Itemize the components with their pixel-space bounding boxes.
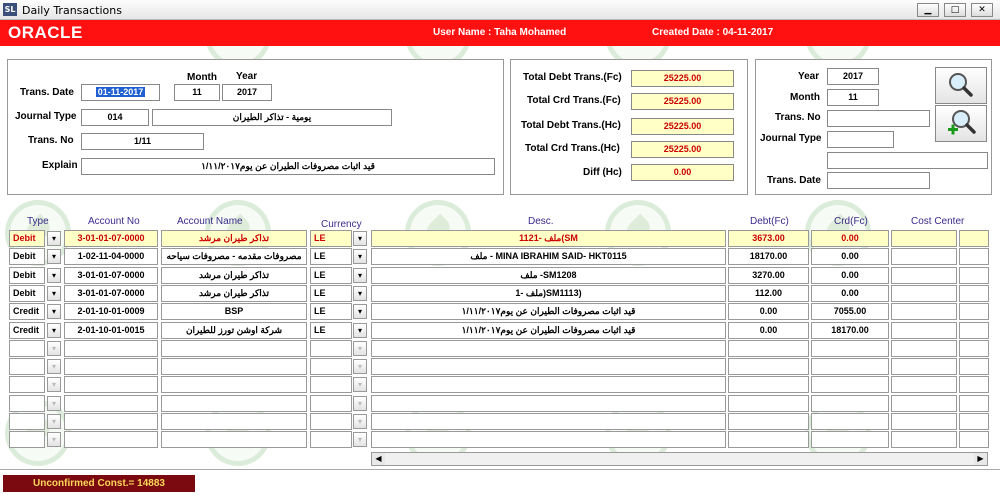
- chevron-down-icon[interactable]: ▾: [47, 304, 61, 319]
- col-header-account-no: Account No: [88, 216, 140, 227]
- year-field[interactable]: 2017: [222, 84, 272, 101]
- total-debt-hc-value: 25225.00: [631, 118, 734, 135]
- chevron-down-icon[interactable]: ▾: [47, 341, 61, 356]
- cell-cost-center[interactable]: [891, 248, 957, 265]
- cell-account-no[interactable]: [64, 358, 158, 375]
- col-header-currency: Currency: [321, 219, 362, 230]
- scroll-right-icon[interactable]: ▶: [974, 453, 987, 465]
- cell-type[interactable]: [9, 376, 45, 393]
- chevron-down-icon[interactable]: ▾: [353, 341, 367, 356]
- cell-cost-center[interactable]: [891, 431, 957, 448]
- cell-currency[interactable]: [310, 376, 352, 393]
- total-crd-hc-value: 25225.00: [631, 141, 734, 158]
- table-row[interactable]: [9, 340, 991, 358]
- user-name: User Name : Taha Mohamed: [433, 27, 567, 38]
- table-row[interactable]: [9, 285, 991, 303]
- diff-value: 0.00: [631, 164, 734, 181]
- cell-extra[interactable]: [959, 413, 989, 430]
- cell-account-no[interactable]: [64, 431, 158, 448]
- cell-desc[interactable]: قيد اثبات مصروفات الطيران عن يوم١/١١/٢٠١٧: [371, 322, 726, 339]
- chevron-down-icon[interactable]: ▾: [353, 414, 367, 429]
- cell-type[interactable]: Debit: [9, 248, 45, 265]
- cell-crd[interactable]: [811, 358, 889, 375]
- cell-debt[interactable]: [728, 376, 809, 393]
- cell-crd[interactable]: [811, 413, 889, 430]
- cell-type[interactable]: Credit: [9, 322, 45, 339]
- cell-account-name[interactable]: [161, 340, 307, 357]
- cell-extra[interactable]: [959, 303, 989, 320]
- cell-extra[interactable]: [959, 358, 989, 375]
- cell-account-name[interactable]: شركة اوشن تورز للطيران: [161, 322, 307, 339]
- cell-account-no[interactable]: 1-02-11-04-0000: [64, 248, 158, 265]
- search-journal-type-label: Journal Type: [760, 133, 822, 144]
- scroll-left-icon[interactable]: ◀: [372, 453, 385, 465]
- brand-logo: ORACLE: [8, 23, 83, 42]
- trans-date-value: 01-11-2017: [97, 87, 144, 97]
- cell-extra[interactable]: [959, 395, 989, 412]
- add-search-button[interactable]: [935, 105, 987, 142]
- table-row[interactable]: [9, 413, 991, 431]
- table-row[interactable]: [9, 230, 991, 248]
- cell-extra[interactable]: [959, 431, 989, 448]
- cell-currency[interactable]: LE: [310, 303, 352, 320]
- cell-account-no[interactable]: [64, 376, 158, 393]
- chevron-down-icon[interactable]: ▾: [47, 249, 61, 264]
- search-journal-name-field[interactable]: [827, 152, 988, 169]
- table-row[interactable]: [9, 358, 991, 376]
- cell-account-name[interactable]: تذاكر طيران مرشد: [161, 230, 307, 247]
- chevron-down-icon[interactable]: ▾: [353, 304, 367, 319]
- cell-crd[interactable]: 0.00: [811, 285, 889, 302]
- journal-code-field[interactable]: 014: [81, 109, 149, 126]
- diff-label: Diff (Hc): [583, 167, 622, 178]
- cell-debt[interactable]: 0.00: [728, 322, 809, 339]
- cell-debt[interactable]: [728, 395, 809, 412]
- search-button[interactable]: [935, 67, 987, 104]
- search-year-label: Year: [798, 71, 820, 82]
- year-label: Year: [236, 71, 258, 82]
- header-bar: [0, 20, 1000, 46]
- cell-extra[interactable]: [959, 285, 989, 302]
- cell-debt[interactable]: [728, 358, 809, 375]
- col-header-cost-center: Cost Center: [911, 216, 965, 227]
- cell-currency[interactable]: [310, 395, 352, 412]
- cell-crd[interactable]: [811, 376, 889, 393]
- month-label: Month: [187, 72, 217, 83]
- trans-no-label: Trans. No: [28, 135, 74, 146]
- grid-horizontal-scrollbar[interactable]: [371, 452, 988, 466]
- search-trans-date-field[interactable]: [827, 172, 930, 189]
- cell-currency[interactable]: [310, 358, 352, 375]
- status-unconfirmed-count: Unconfirmed Const.= 14883: [3, 475, 195, 492]
- col-header-crd: Crd(Fc): [834, 216, 868, 227]
- cell-account-name[interactable]: تذاكر طيران مرشد: [161, 285, 307, 302]
- cell-currency[interactable]: [310, 431, 352, 448]
- table-row[interactable]: [9, 248, 991, 266]
- cell-cost-center[interactable]: [891, 413, 957, 430]
- cell-debt[interactable]: [728, 340, 809, 357]
- cell-type[interactable]: Debit: [9, 230, 45, 247]
- cell-type[interactable]: [9, 340, 45, 357]
- minimize-button[interactable]: ▁: [917, 3, 939, 17]
- cell-desc[interactable]: [371, 358, 726, 375]
- chevron-down-icon[interactable]: ▾: [47, 377, 61, 392]
- cell-cost-center[interactable]: [891, 303, 957, 320]
- cell-type[interactable]: [9, 413, 45, 430]
- cell-desc[interactable]: [371, 340, 726, 357]
- magnifier-icon: [936, 68, 986, 103]
- chevron-down-icon[interactable]: ▾: [353, 396, 367, 411]
- cell-account-no[interactable]: 3-01-01-07-0000: [64, 267, 158, 284]
- chevron-down-icon[interactable]: ▾: [353, 323, 367, 338]
- cell-currency[interactable]: LE: [310, 248, 352, 265]
- cell-account-name[interactable]: تذاكر طيران مرشد: [161, 267, 307, 284]
- cell-currency[interactable]: [310, 340, 352, 357]
- cell-account-no[interactable]: [64, 340, 158, 357]
- cell-account-no[interactable]: 2-01-10-01-0009: [64, 303, 158, 320]
- cell-cost-center[interactable]: [891, 285, 957, 302]
- total-crd-hc-label: Total Crd Trans.(Hc): [525, 143, 620, 154]
- col-header-desc: Desc.: [528, 216, 554, 227]
- chevron-down-icon[interactable]: ▾: [353, 359, 367, 374]
- window-title: Daily Transactions: [22, 4, 122, 17]
- cell-desc[interactable]: [371, 413, 726, 430]
- cell-type[interactable]: Debit: [9, 267, 45, 284]
- cell-type[interactable]: [9, 431, 45, 448]
- cell-debt[interactable]: 3270.00: [728, 267, 809, 284]
- search-trans-no-field[interactable]: [827, 110, 930, 127]
- chevron-down-icon[interactable]: ▾: [47, 286, 61, 301]
- table-row[interactable]: [9, 322, 991, 340]
- search-trans-no-label: Trans. No: [775, 112, 821, 123]
- total-crd-fc-value: 25225.00: [631, 93, 734, 110]
- cell-account-name[interactable]: [161, 395, 307, 412]
- cell-cost-center[interactable]: [891, 322, 957, 339]
- cell-currency[interactable]: LE: [310, 322, 352, 339]
- cell-crd[interactable]: 7055.00: [811, 303, 889, 320]
- cell-cost-center[interactable]: [891, 267, 957, 284]
- cell-account-no[interactable]: 3-01-01-07-0000: [64, 230, 158, 247]
- cell-desc[interactable]: قيد اثبات مصروفات الطيران عن يوم١/١١/٢٠١٧: [371, 303, 726, 320]
- cell-cost-center[interactable]: [891, 358, 957, 375]
- cell-type[interactable]: [9, 358, 45, 375]
- cell-crd[interactable]: [811, 431, 889, 448]
- cell-desc[interactable]: ملف - MINA IBRAHIM SAID- HKT0115: [371, 248, 726, 265]
- totals-panel: [510, 59, 748, 195]
- search-journal-type-field[interactable]: [827, 131, 894, 148]
- cell-debt[interactable]: 18170.00: [728, 248, 809, 265]
- window-titlebar: [0, 0, 1000, 20]
- cell-crd[interactable]: [811, 395, 889, 412]
- cell-type[interactable]: Credit: [9, 303, 45, 320]
- cell-account-no[interactable]: 2-01-10-01-0015: [64, 322, 158, 339]
- cell-desc[interactable]: ملف -SM1208: [371, 267, 726, 284]
- explain-field[interactable]: قيد اثبات مصروفات الطيران عن يوم١/١١/٢٠١٧: [81, 158, 495, 175]
- cell-extra[interactable]: [959, 267, 989, 284]
- cell-desc[interactable]: ملف -1)SM1113): [371, 285, 726, 302]
- cell-debt[interactable]: 0.00: [728, 303, 809, 320]
- trans-date-field[interactable]: [81, 84, 160, 101]
- cell-desc[interactable]: [371, 395, 726, 412]
- cell-type[interactable]: Debit: [9, 285, 45, 302]
- col-header-type: Type: [27, 216, 49, 227]
- cell-cost-center[interactable]: [891, 230, 957, 247]
- table-row[interactable]: [9, 395, 991, 413]
- cell-desc[interactable]: [371, 376, 726, 393]
- chevron-down-icon[interactable]: ▾: [353, 249, 367, 264]
- explain-label: Explain: [42, 160, 78, 171]
- cell-account-name[interactable]: [161, 376, 307, 393]
- chevron-down-icon[interactable]: ▾: [353, 432, 367, 447]
- cell-cost-center[interactable]: [891, 376, 957, 393]
- cell-extra[interactable]: [959, 322, 989, 339]
- chevron-down-icon[interactable]: ▾: [47, 231, 61, 246]
- chevron-down-icon[interactable]: ▾: [353, 231, 367, 246]
- chevron-down-icon[interactable]: ▾: [47, 268, 61, 283]
- chevron-down-icon[interactable]: ▾: [47, 359, 61, 374]
- cell-extra[interactable]: [959, 340, 989, 357]
- cell-account-no[interactable]: [64, 395, 158, 412]
- col-header-debt: Debt(Fc): [750, 216, 789, 227]
- table-row[interactable]: [9, 431, 991, 449]
- cell-debt[interactable]: 112.00: [728, 285, 809, 302]
- magnifier-plus-icon: [936, 106, 986, 141]
- cell-crd[interactable]: 0.00: [811, 267, 889, 284]
- cell-debt[interactable]: 3673.00: [728, 230, 809, 247]
- cell-extra[interactable]: [959, 376, 989, 393]
- chevron-down-icon[interactable]: ▾: [353, 377, 367, 392]
- trans-date-label: Trans. Date: [20, 87, 74, 98]
- cell-account-no[interactable]: 3-01-01-07-0000: [64, 285, 158, 302]
- cell-cost-center[interactable]: [891, 395, 957, 412]
- cell-crd[interactable]: [811, 340, 889, 357]
- journal-name-field[interactable]: يومية - تذاكر الطيران: [152, 109, 392, 126]
- total-debt-fc-value: 25225.00: [631, 70, 734, 87]
- cell-account-name[interactable]: مصروفات مقدمه - مصروفات سياحه: [161, 248, 307, 265]
- chevron-down-icon[interactable]: ▾: [47, 323, 61, 338]
- total-crd-fc-label: Total Crd Trans.(Fc): [527, 95, 621, 106]
- search-trans-date-label: Trans. Date: [767, 175, 821, 186]
- table-row[interactable]: [9, 376, 991, 394]
- cell-account-name[interactable]: [161, 431, 307, 448]
- chevron-down-icon[interactable]: ▾: [353, 286, 367, 301]
- search-year-field[interactable]: 2017: [827, 68, 879, 85]
- cell-debt[interactable]: [728, 413, 809, 430]
- transaction-entry-panel: [7, 59, 504, 195]
- cell-account-no[interactable]: [64, 413, 158, 430]
- cell-account-name[interactable]: [161, 358, 307, 375]
- cell-account-name[interactable]: [161, 413, 307, 430]
- cell-cost-center[interactable]: [891, 340, 957, 357]
- created-date: Created Date : 04-11-2017: [652, 27, 774, 38]
- cell-debt[interactable]: [728, 431, 809, 448]
- cell-currency[interactable]: LE: [310, 267, 352, 284]
- cell-account-name[interactable]: BSP: [161, 303, 307, 320]
- cell-desc[interactable]: [371, 431, 726, 448]
- cell-currency[interactable]: [310, 413, 352, 430]
- cell-crd[interactable]: 0.00: [811, 230, 889, 247]
- journal-type-label: Journal Type: [15, 111, 77, 122]
- table-row[interactable]: [9, 303, 991, 321]
- app-icon: SL: [4, 5, 16, 14]
- cell-extra[interactable]: [959, 230, 989, 247]
- chevron-down-icon[interactable]: ▾: [47, 432, 61, 447]
- search-month-label: Month: [790, 92, 820, 103]
- chevron-down-icon[interactable]: ▾: [353, 268, 367, 283]
- chevron-down-icon[interactable]: ▾: [47, 414, 61, 429]
- cell-crd[interactable]: 18170.00: [811, 322, 889, 339]
- table-row[interactable]: [9, 267, 991, 285]
- close-button[interactable]: ✕: [971, 3, 993, 17]
- maximize-button[interactable]: □: [944, 3, 966, 17]
- cell-currency[interactable]: LE: [310, 230, 352, 247]
- cell-desc[interactable]: ملف -1121(SM: [371, 230, 726, 247]
- status-divider: [0, 469, 1000, 470]
- chevron-down-icon[interactable]: ▾: [47, 396, 61, 411]
- month-field[interactable]: 11: [174, 84, 220, 101]
- cell-currency[interactable]: LE: [310, 285, 352, 302]
- col-header-account-name: Account Name: [177, 216, 243, 227]
- trans-no-field[interactable]: 1/11: [81, 133, 204, 150]
- total-debt-fc-label: Total Debt Trans.(Fc): [523, 72, 622, 83]
- cell-crd[interactable]: 0.00: [811, 248, 889, 265]
- cell-type[interactable]: [9, 395, 45, 412]
- search-month-field[interactable]: 11: [827, 89, 879, 106]
- total-debt-hc-label: Total Debt Trans.(Hc): [521, 120, 621, 131]
- cell-extra[interactable]: [959, 248, 989, 265]
